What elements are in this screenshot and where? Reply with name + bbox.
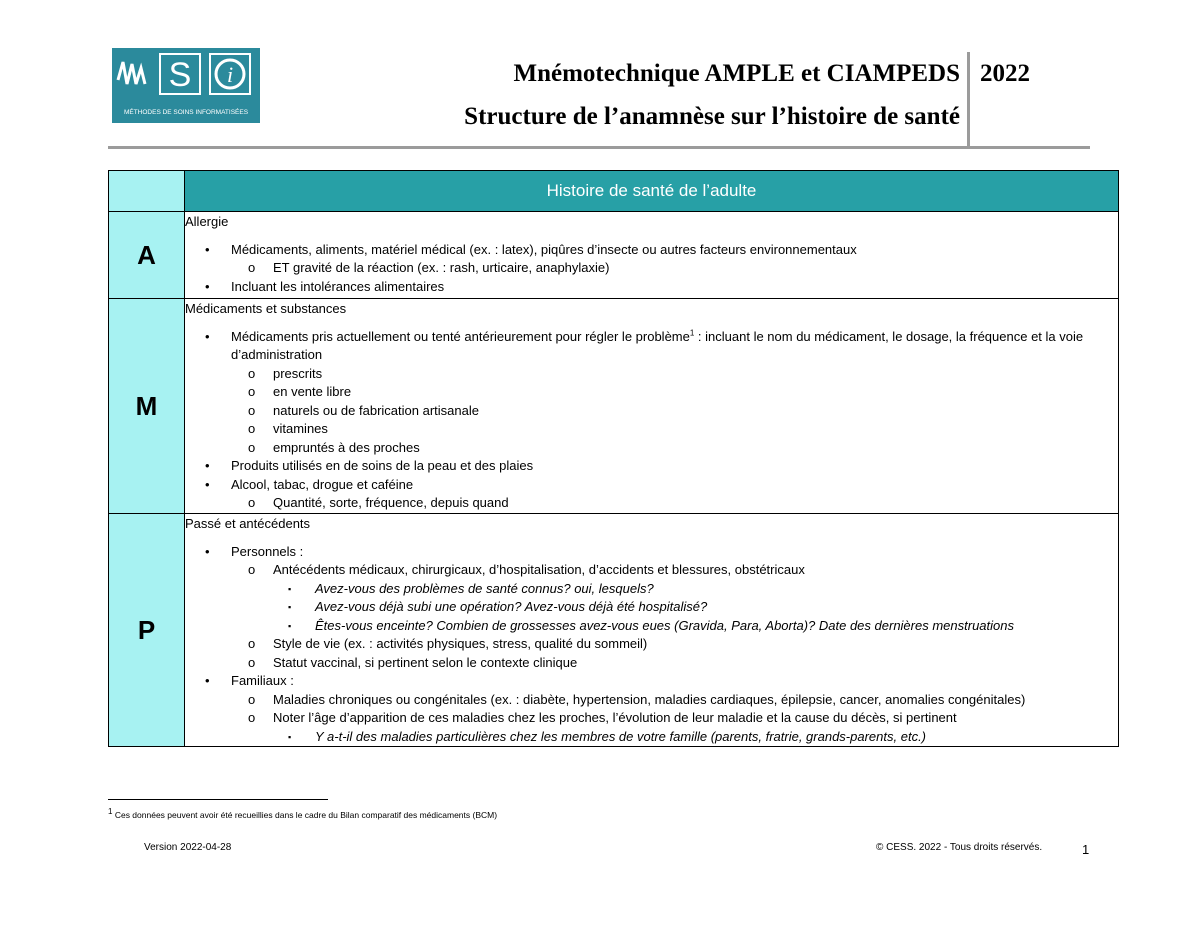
bullet-marker: • xyxy=(205,241,210,257)
list-item: o Antécédents médicaux, chirurgicaux, d’hospitalisation, d’accidents et blessures, obstétricaux xyxy=(185,561,1118,580)
bullet-marker: • xyxy=(205,328,210,344)
table-header-row xyxy=(109,171,1119,212)
list-item: o en vente libre xyxy=(185,383,1118,402)
list-item: • Médicaments pris actuellement ou tenté antérieurement pour régler le problème$^1$ : incluant le nom du médicament, le dosage, la fréquence et la voie d’administration xyxy=(205,328,1084,362)
list-item: ▪ Avez-vous déjà subi une opération? Avez-vous déjà été hospitalisé? xyxy=(185,598,1118,617)
list-item: ▪ Avez-vous des problèmes de santé connus? oui, lesquels? xyxy=(185,580,1118,599)
square-marker: ▪ xyxy=(288,731,292,742)
logo-subtitle: MÉTHODES DE SOINS INFORMATISÉES xyxy=(123,109,249,116)
footnote-text: Ces données peuvent avoir été recueillies dans le cadre du Bilan comparatif des médicaments (BCM) xyxy=(114,810,498,820)
header-vertical-divider xyxy=(967,52,970,148)
list-item: • Incluant les intolérances alimentaires xyxy=(185,278,1118,297)
circle-marker: o xyxy=(248,365,256,381)
row-content-m xyxy=(185,299,1119,514)
document-title: Mnémotechnique AMPLE et CIAMPEDS xyxy=(513,60,960,87)
msi-logo xyxy=(112,48,260,123)
section-title: Médicaments et substances xyxy=(185,301,347,316)
version-label: Version 2022-04-28 xyxy=(144,842,232,853)
footnote-reference: 1 xyxy=(689,328,695,338)
circle-marker: o xyxy=(248,636,256,651)
circle-marker: o xyxy=(248,710,256,725)
msi-logo-graphic xyxy=(112,48,260,123)
table-row-p xyxy=(109,514,1119,747)
copyright-label: © CESS. 2022 - Tous droits réservés. xyxy=(876,842,1043,853)
row-letter-a: A xyxy=(109,212,185,299)
row-content-a xyxy=(185,212,1119,299)
list-item: o empruntés à des proches xyxy=(185,439,1118,458)
table-row-a xyxy=(109,212,1119,299)
list-item: ▪ Êtes-vous enceinte? Combien de grossesses avez-vous eues (Gravida, Para, Aborta)? Date des dernières menstruations xyxy=(185,617,1118,636)
bullet-marker: • xyxy=(205,278,210,294)
list-item: o prescrits xyxy=(185,365,1118,384)
footnote xyxy=(108,807,498,820)
section-title: Passé et antécédents xyxy=(185,516,311,531)
document-year: 2022 xyxy=(980,60,1030,87)
circle-marker: o xyxy=(248,562,256,577)
circle-marker: o xyxy=(248,439,256,455)
footnote-separator xyxy=(108,799,328,800)
circle-marker: o xyxy=(248,654,256,670)
list-item: • Produits utilisés en de soins de la peau et des plaies xyxy=(185,457,1118,476)
document-subtitle: Structure de l’anamnèse sur l’histoire de santé xyxy=(464,103,960,130)
list-item: o Noter l’âge d’apparition de ces maladies chez les proches, l’évolution de leur maladie et la cause du décès, si pertinent xyxy=(185,709,1118,728)
list-item: • Familiaux : xyxy=(185,672,1118,691)
list-item: o naturels ou de fabrication artisanale xyxy=(185,402,1118,421)
square-marker: ▪ xyxy=(288,620,292,631)
list-item: o ET gravité de la réaction (ex. : rash, urticaire, anaphylaxie) xyxy=(185,259,1118,278)
circle-marker: o xyxy=(248,421,256,436)
circle-marker: o xyxy=(248,495,256,510)
bullet-marker: • xyxy=(205,458,210,473)
page-number: 1 xyxy=(1082,842,1090,857)
circle-marker: o xyxy=(248,260,256,275)
header-horizontal-rule xyxy=(108,146,1090,149)
list-item: • Personnels : xyxy=(185,543,1118,562)
list-item: o Statut vaccinal, si pertinent selon le contexte clinique xyxy=(185,654,1118,673)
table-row-m xyxy=(109,299,1119,514)
table-header-label: Histoire de santé de l’adulte xyxy=(185,171,1119,212)
list-item: ▪ Y a-t-il des maladies particulières chez les membres de votre famille (parents, fratrie, grands-parents, etc.) xyxy=(185,728,1118,747)
bullet-marker: • xyxy=(205,543,210,559)
anamnesis-table xyxy=(108,170,1119,747)
row-content-p xyxy=(185,514,1119,747)
circle-marker: o xyxy=(248,384,256,399)
row-letter-m: M xyxy=(109,299,185,514)
list-item: • Alcool, tabac, drogue et caféine xyxy=(185,476,1118,495)
bullet-marker: • xyxy=(205,673,210,688)
table-corner-cell xyxy=(109,171,185,212)
svg-text:i: i xyxy=(226,62,234,87)
list-item: o Style de vie (ex. : activités physiques, stress, qualité du sommeil) xyxy=(185,635,1118,654)
footnote-number: 1 xyxy=(108,807,113,817)
circle-marker: o xyxy=(248,402,256,418)
list-item: • Médicaments, aliments, matériel médical (ex. : latex), piqûres d’insecte ou autres facteurs environnementaux xyxy=(185,241,1118,260)
bullet-marker: • xyxy=(205,476,210,492)
row-letter-p: P xyxy=(109,514,185,747)
section-title: Allergie xyxy=(185,214,229,229)
square-marker: ▪ xyxy=(288,602,292,612)
square-marker: ▪ xyxy=(288,583,292,594)
list-item: o Quantité, sorte, fréquence, depuis quand xyxy=(185,494,1118,513)
circle-marker: o xyxy=(248,691,256,707)
list-item: o Maladies chroniques ou congénitales (ex. : diabète, hypertension, maladies cardiaques, épilepsie, cancer, anomalies congénitales) xyxy=(185,691,1118,710)
svg-text:S: S xyxy=(168,56,192,94)
list-item: o vitamines xyxy=(185,420,1118,439)
